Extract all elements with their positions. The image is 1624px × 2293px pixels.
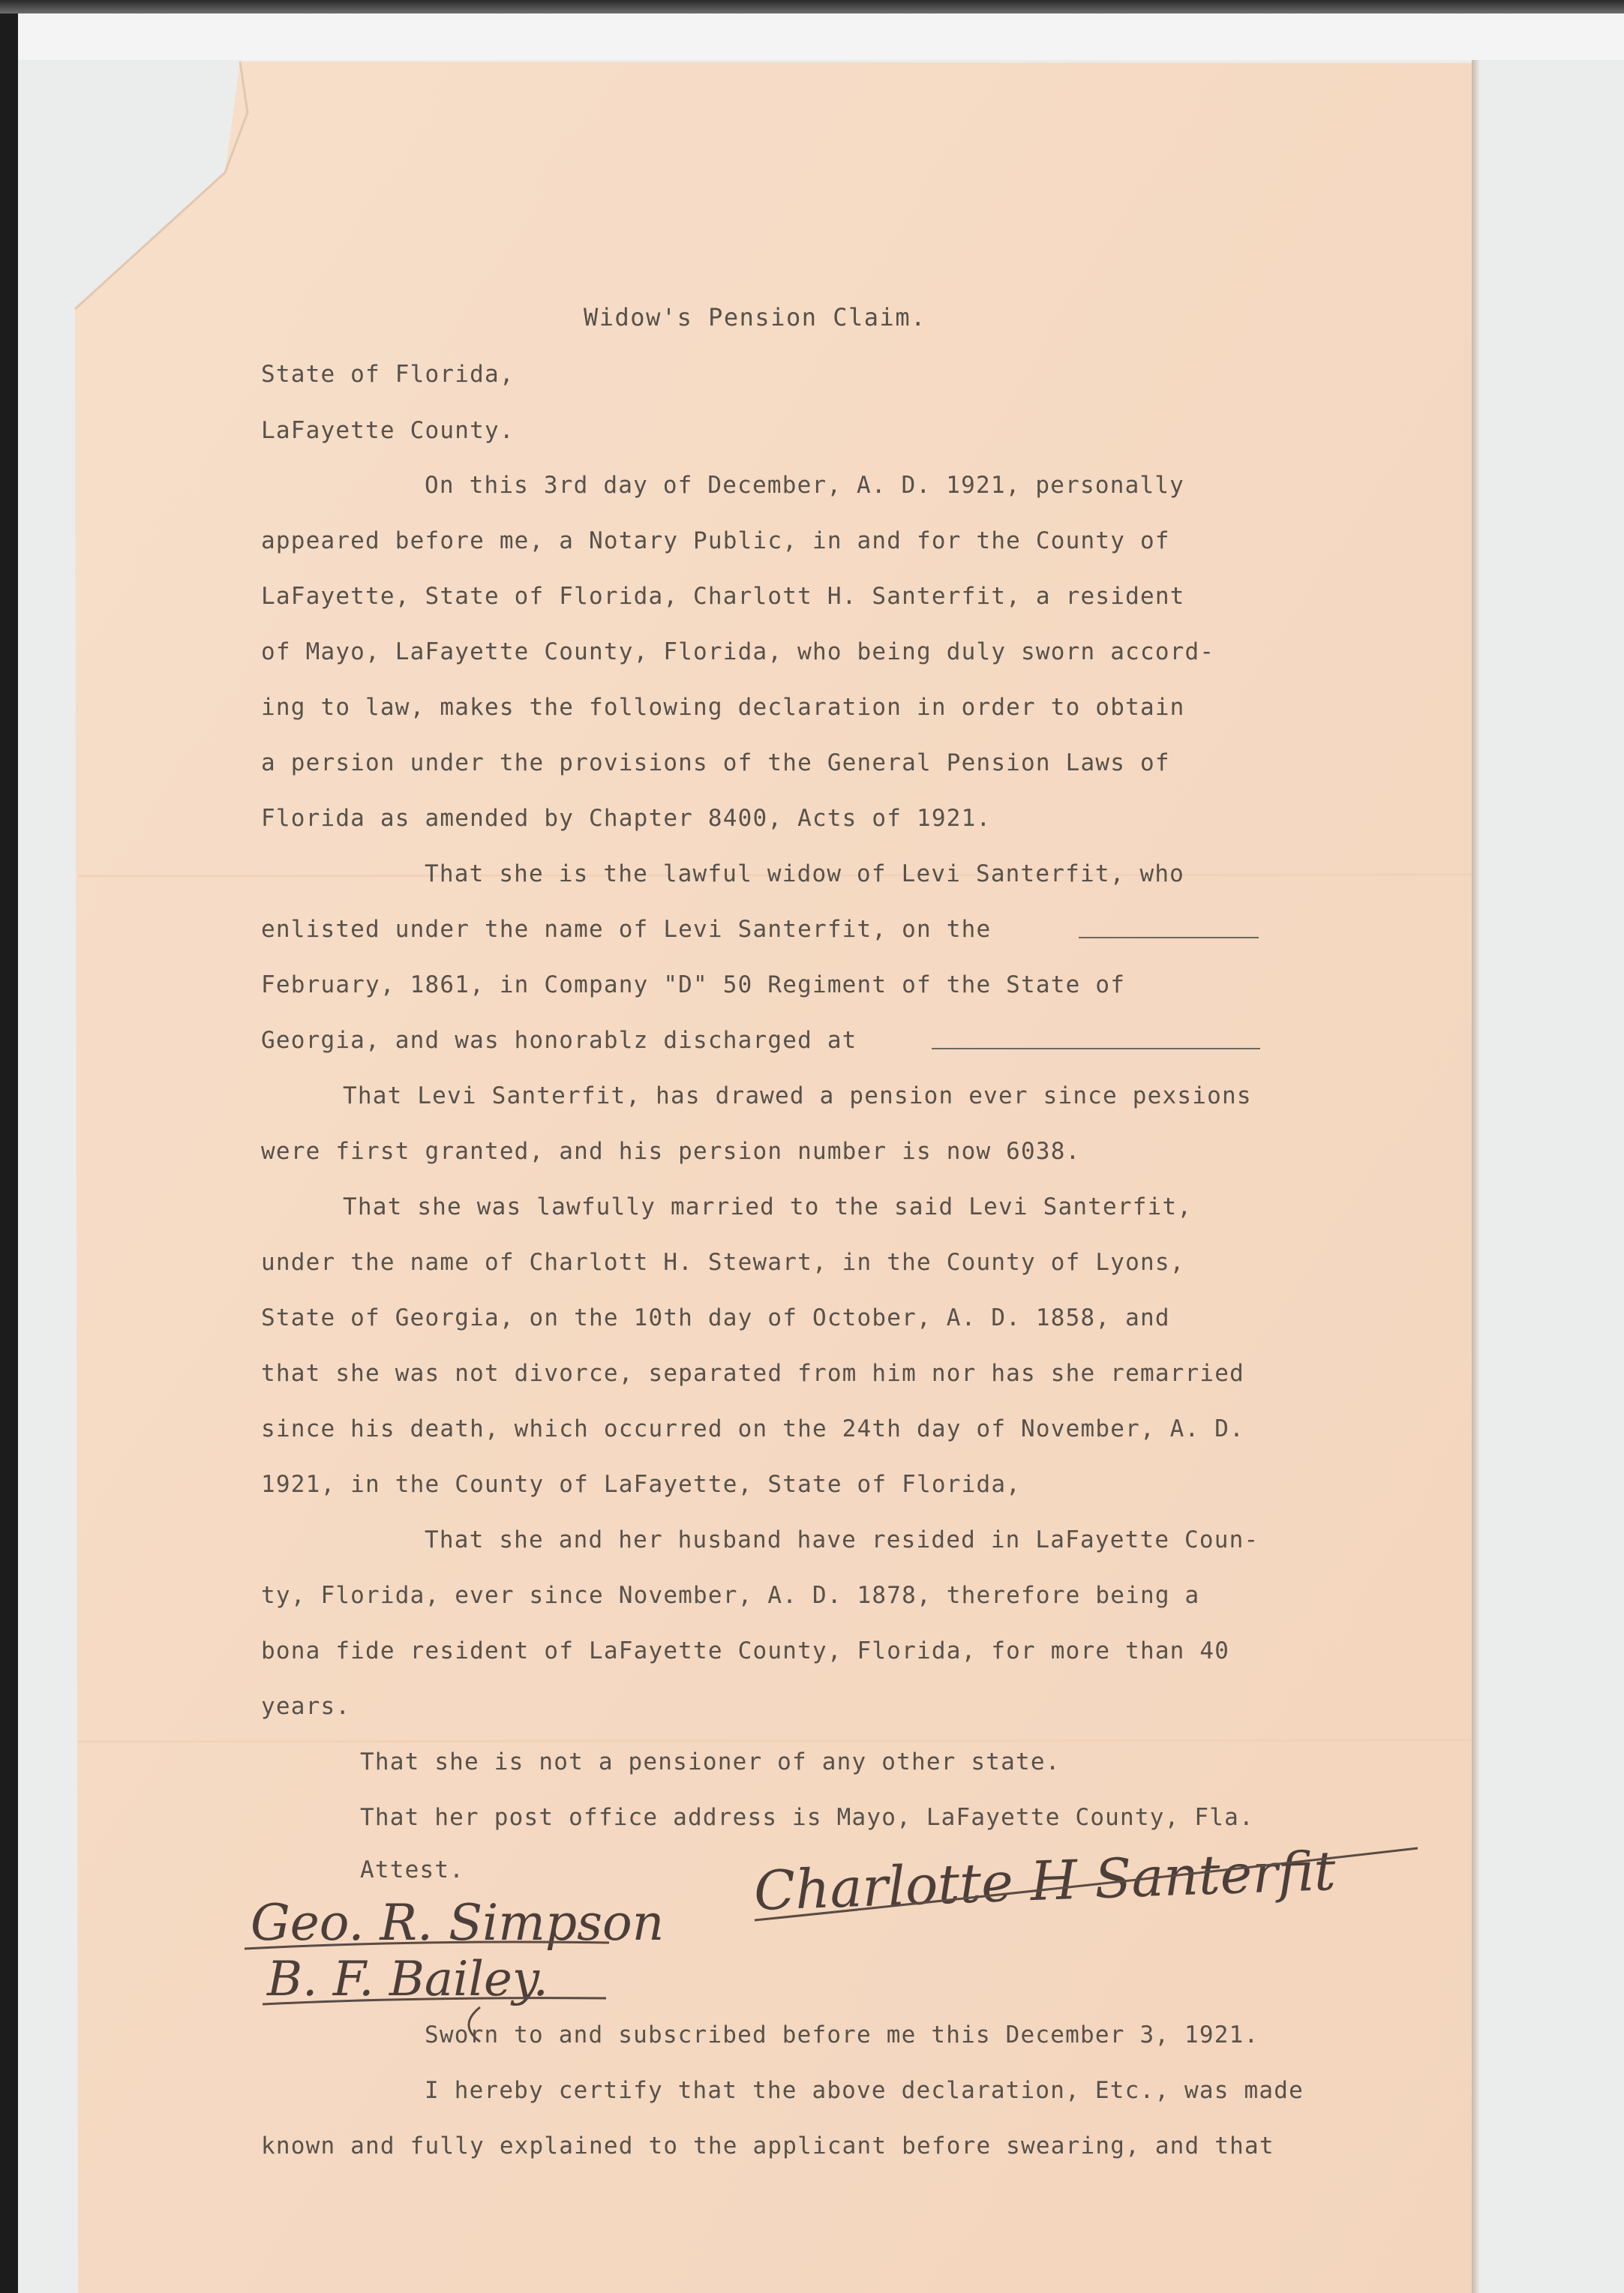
document-title: Widow's Pension Claim. [584, 303, 926, 332]
venue-county: LaFayette County. [261, 417, 515, 444]
paragraph-5-line: years. [261, 1693, 351, 1720]
paragraph-1-line: of Mayo, LaFayette County, Florida, who being duly sworn accord- [261, 638, 1215, 665]
paragraph-5-line: bona fide resident of LaFayette County, Florida, for more than 40 [261, 1637, 1230, 1664]
paragraph-4-line: under the name of Charlott H. Stewart, in the County of Lyons, [261, 1249, 1185, 1276]
paragraph-3-line: were first granted, and his persion number is now 6038. [261, 1138, 1081, 1165]
paragraph-4-line: 1921, in the County of LaFayette, State of Florida, [261, 1471, 1022, 1498]
paragraph-1-line: On this 3rd day of December, A. D. 1921, personally [425, 472, 1185, 499]
paragraph-1-line: LaFayette, State of Florida, Charlott H. Santerfit, a resident [261, 583, 1185, 610]
paragraph-9-line: known and fully explained to the applicant before swearing, and that [261, 2132, 1274, 2159]
paragraph-8: Sworn to and subscribed before me this December 3, 1921. [425, 2021, 1259, 2048]
witness-signature-bailey: B. F. Bailey. [267, 1952, 548, 2007]
witness-signature-simpson: Geo. R. Simpson [251, 1894, 665, 1952]
paragraph-4-line: since his death, which occurred on the 24th day of November, A. D. [261, 1415, 1244, 1442]
paragraph-2-line: February, 1861, in Company "D" 50 Regiment of the State of [261, 971, 1126, 998]
paragraph-3-line: That Levi Santerfit, has drawed a pension ever since pexsions [343, 1082, 1252, 1109]
paragraph-5-line: ty, Florida, ever since November, A. D. 1878, therefore being a [261, 1582, 1200, 1609]
enlistment-date-blank [1079, 934, 1259, 938]
paragraph-2-line: That she is the lawful widow of Levi Santerfit, who [425, 860, 1185, 887]
paragraph-5-line: That she and her husband have resided in LaFayette Coun- [425, 1526, 1259, 1553]
paragraph-2-line: enlisted under the name of Levi Santerfit, on the [261, 916, 992, 943]
paragraph-4-line: that she was not divorce, separated from him nor has she remarried [261, 1360, 1244, 1387]
paragraph-4-line: State of Georgia, on the 10th day of October, A. D. 1858, and [261, 1304, 1170, 1331]
paragraph-7: That her post office address is Mayo, LaFayette County, Fla. [360, 1804, 1254, 1831]
paragraph-1-line: ing to law, makes the following declaration in order to obtain [261, 694, 1185, 721]
attest-label: Attest. [360, 1856, 465, 1883]
paragraph-4-line: That she was lawfully married to the said Levi Santerfit, [343, 1193, 1193, 1220]
paragraph-9-line: I hereby certify that the above declaration, Etc., was made [425, 2077, 1304, 2104]
discharge-place-blank [932, 1045, 1260, 1049]
paragraph-2-line: Georgia, and was honorablz discharged at [261, 1027, 857, 1054]
paragraph-1-line: Florida as amended by Chapter 8400, Acts of 1921. [261, 805, 992, 832]
paragraph-6: That she is not a pensioner of any other state. [360, 1748, 1061, 1775]
paragraph-1-line: appeared before me, a Notary Public, in and for the County of [261, 527, 1170, 554]
claimant-signature: Charlotte H Santerfit [752, 1838, 1337, 1922]
venue-state: State of Florida, [261, 361, 515, 388]
paragraph-1-line: a persion under the provisions of the General Pension Laws of [261, 749, 1170, 776]
